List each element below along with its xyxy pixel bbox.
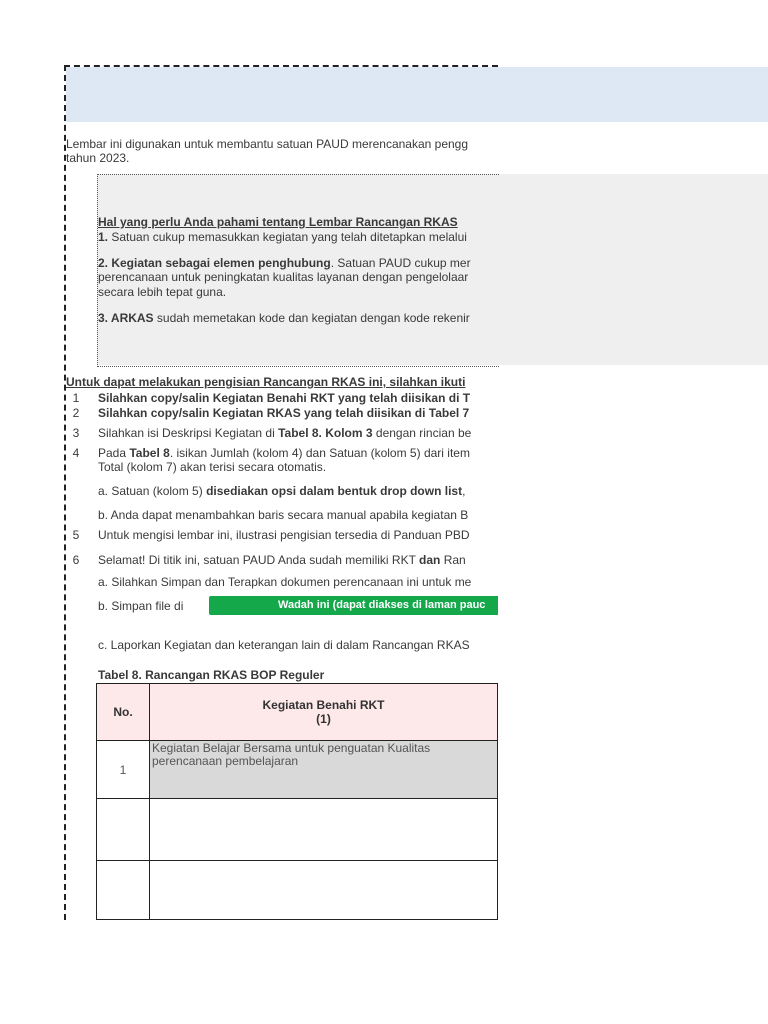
column-header-kegiatan bbox=[150, 684, 498, 741]
step-4a-text: a. Satuan (kolom 5) disediakan opsi dalam bentuk drop down list, bbox=[98, 484, 466, 498]
kegiatan-cell[interactable]: Kegiatan Belajar Bersama untuk penguatan Kualitas perencanaan pembelajaran bbox=[150, 741, 498, 799]
table-row bbox=[97, 799, 498, 861]
step-3-text: Silahkan isi Deskripsi Kegiatan di Tabel 8. Kolom 3 dengan rincian be bbox=[98, 426, 472, 440]
step-4b-text: b. Anda dapat menambahkan baris secara manual apabila kegiatan B bbox=[98, 508, 469, 522]
page-border-left bbox=[64, 65, 66, 920]
intro-line-1: Lembar ini digunakan untuk membantu satuan PAUD merencanakan pengg bbox=[66, 137, 469, 151]
table-header-row bbox=[97, 684, 498, 741]
step-2-text: Silahkan copy/salin Kegiatan RKAS yang telah diisikan di Tabel 7 bbox=[98, 406, 470, 420]
step-6c-text: c. Laporkan Kegiatan dan keterangan lain di dalam Rancangan RKAS bbox=[98, 638, 470, 652]
info-point-2-line-2: perencanaan untuk peningkatan kualitas layanan dengan pengelolaar bbox=[98, 270, 469, 284]
table-row bbox=[97, 741, 498, 799]
step-number-2: 2 bbox=[72, 406, 80, 420]
header-band bbox=[66, 67, 768, 122]
step-number-1: 1 bbox=[72, 391, 80, 405]
info-point-3: 3. ARKAS sudah memetakan kode dan kegiatan dengan kode rekenir bbox=[98, 311, 470, 325]
column-header-kegiatan-label: Kegiatan Benahi RKT bbox=[262, 698, 385, 712]
row-number-cell: 1 bbox=[97, 741, 150, 799]
table-caption: Tabel 8. Rancangan RKAS BOP Reguler bbox=[98, 668, 325, 682]
kegiatan-cell[interactable] bbox=[150, 861, 498, 920]
step-number-3: 3 bbox=[72, 426, 80, 440]
step-4-text: Pada Tabel 8. isikan Jumlah (kolom 4) dan Satuan (kolom 5) dari item bbox=[98, 446, 470, 460]
step-6b-text: b. Simpan file di bbox=[98, 599, 184, 613]
info-point-2: 2. Kegiatan sebagai elemen penghubung. Satuan PAUD cukup mer bbox=[98, 256, 471, 270]
step-4-text-line-2: Total (kolom 7) akan terisi secara otomatis. bbox=[98, 460, 327, 474]
intro-line-2: tahun 2023. bbox=[66, 151, 130, 165]
step-6-text: Selamat! Di titik ini, satuan PAUD Anda sudah memiliki RKT dan Ran bbox=[98, 553, 466, 567]
table-row bbox=[97, 861, 498, 920]
info-heading: Hal yang perlu Anda pahami tentang Lembar Rancangan RKAS bbox=[98, 215, 458, 229]
steps-heading: Untuk dapat melakukan pengisian Rancangan RKAS ini, silahkan ikuti bbox=[66, 375, 466, 389]
step-1-text: Silahkan copy/salin Kegiatan Benahi RKT yang telah diisikan di T bbox=[98, 391, 471, 405]
step-5-text: Untuk mengisi lembar ini, ilustrasi pengisian tersedia di Panduan PBD bbox=[98, 528, 470, 542]
step-6a-text: a. Silahkan Simpan dan Terapkan dokumen perencanaan ini untuk me bbox=[98, 575, 472, 589]
row-number-cell bbox=[97, 861, 150, 920]
column-header-kegiatan-number: (1) bbox=[316, 712, 331, 726]
kegiatan-cell[interactable] bbox=[150, 799, 498, 861]
row-number-cell bbox=[97, 799, 150, 861]
step-number-4: 4 bbox=[72, 446, 80, 460]
step-number-5: 5 bbox=[72, 528, 80, 542]
column-header-no: No. bbox=[97, 684, 150, 741]
info-point-1: 1. Satuan cukup memasukkan kegiatan yang telah ditetapkan melalui bbox=[98, 230, 467, 244]
rkas-table bbox=[96, 683, 498, 920]
info-point-2-line-3: secara lebih tepat guna. bbox=[98, 285, 227, 299]
storage-link-button[interactable]: Wadah ini (dapat diakses di laman pauc bbox=[209, 596, 498, 615]
step-number-6: 6 bbox=[72, 553, 80, 567]
